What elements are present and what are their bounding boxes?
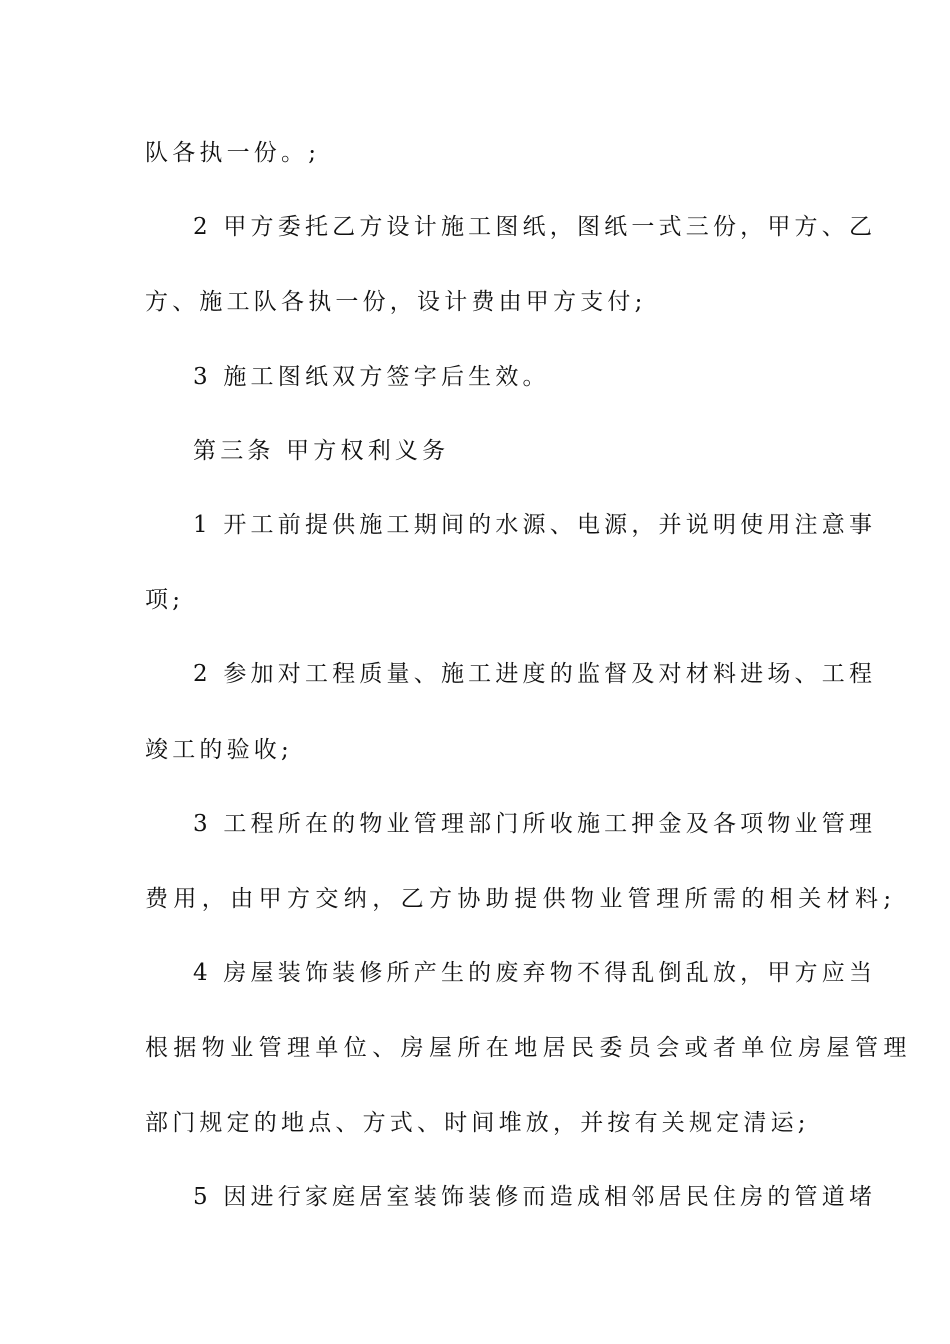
text-line-10: 3 工程所在的物业管理部门所收施工押金及各项物业管理 xyxy=(193,811,877,837)
text-line-4: 3 施工图纸双方签字后生效。 xyxy=(193,364,550,390)
text-line-15: 5 因进行家庭居室装饰装修而造成相邻居民住房的管道堵 xyxy=(193,1184,877,1210)
text-line-1: 队各执一份。; xyxy=(145,140,321,166)
text-line-7: 项; xyxy=(145,587,185,613)
text-line-9: 竣工的验收; xyxy=(145,737,293,763)
text-line-12: 4 房屋装饰装修所产生的废弃物不得乱倒乱放，甲方应当 xyxy=(193,960,877,986)
text-line-3: 方、施工队各执一份，设计费由甲方支付; xyxy=(145,289,647,315)
text-line-2: 2 甲方委托乙方设计施工图纸，图纸一式三份，甲方、乙 xyxy=(193,214,877,240)
text-line-6: 1 开工前提供施工期间的水源、电源，并说明使用注意事 xyxy=(193,512,877,538)
text-line-11: 费用，由甲方交纳，乙方协助提供物业管理所需的相关材料; xyxy=(145,886,897,912)
text-line-14: 部门规定的地点、方式、时间堆放，并按有关规定清运; xyxy=(145,1110,810,1136)
text-line-13: 根据物业管理单位、房屋所在地居民委员会或者单位房屋管理 xyxy=(145,1035,912,1061)
text-line-8: 2 参加对工程质量、施工进度的监督及对材料进场、工程 xyxy=(193,661,877,687)
section-heading: 第三条 甲方权利义务 xyxy=(193,438,450,464)
